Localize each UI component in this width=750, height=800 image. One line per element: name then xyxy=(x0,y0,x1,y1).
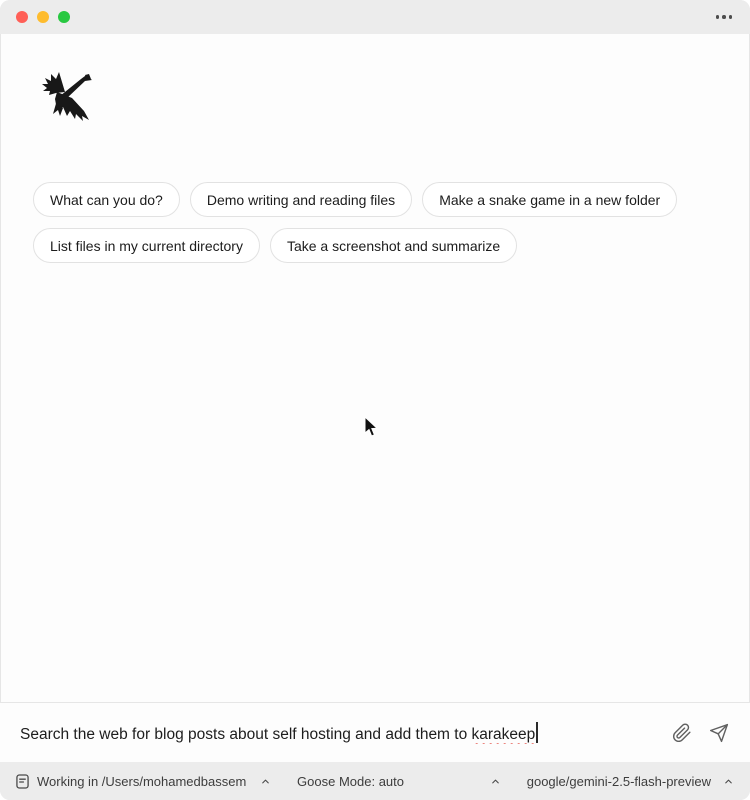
minimize-window-button[interactable] xyxy=(37,11,49,23)
ellipsis-icon xyxy=(722,15,726,19)
suggestion-screenshot-summarize[interactable]: Take a screenshot and summarize xyxy=(270,228,517,263)
suggestion-demo-writing-reading[interactable]: Demo writing and reading files xyxy=(190,182,412,217)
mouse-cursor-arrow xyxy=(364,417,379,439)
model-label: google/gemini-2.5-flash-preview xyxy=(526,773,711,789)
suggestion-snake-game[interactable]: Make a snake game in a new folder xyxy=(422,182,677,217)
close-window-button[interactable] xyxy=(16,11,28,23)
chevron-up-icon xyxy=(490,776,501,787)
chat-input-misspelled-word: karakeep xyxy=(471,725,536,743)
titlebar xyxy=(0,0,750,34)
status-bar xyxy=(0,762,750,800)
chat-input-bar xyxy=(0,702,750,762)
suggestion-list-files[interactable]: List files in my current directory xyxy=(33,228,260,263)
window-controls xyxy=(16,11,70,23)
attach-file-button[interactable] xyxy=(671,722,693,744)
chevron-up-icon xyxy=(723,776,734,787)
maximize-window-button[interactable] xyxy=(58,11,70,23)
goose-logo xyxy=(39,70,95,124)
text-caret xyxy=(536,722,538,743)
paperclip-icon xyxy=(672,723,692,743)
ellipsis-icon xyxy=(716,15,720,19)
chat-input[interactable] xyxy=(20,722,538,744)
goose-mode-selector[interactable] xyxy=(297,774,501,789)
goose-mode-label: Goose Mode: auto xyxy=(297,773,404,789)
send-icon xyxy=(709,723,729,743)
model-selector[interactable] xyxy=(527,774,734,789)
chevron-up-icon xyxy=(260,776,271,787)
composer-actions xyxy=(671,722,730,744)
working-directory-selector[interactable] xyxy=(16,774,271,789)
document-icon xyxy=(16,774,29,789)
working-directory-label: Working in /Users/mohamedbassem xyxy=(37,773,247,789)
send-button[interactable] xyxy=(708,722,730,744)
ellipsis-icon xyxy=(729,15,733,19)
more-menu-button[interactable] xyxy=(714,11,735,23)
chat-input-text: Search the web for blog posts about self hosting and add them to xyxy=(20,725,472,743)
suggestion-what-can-you-do[interactable]: What can you do? xyxy=(33,182,180,217)
suggestion-pills xyxy=(33,182,695,263)
